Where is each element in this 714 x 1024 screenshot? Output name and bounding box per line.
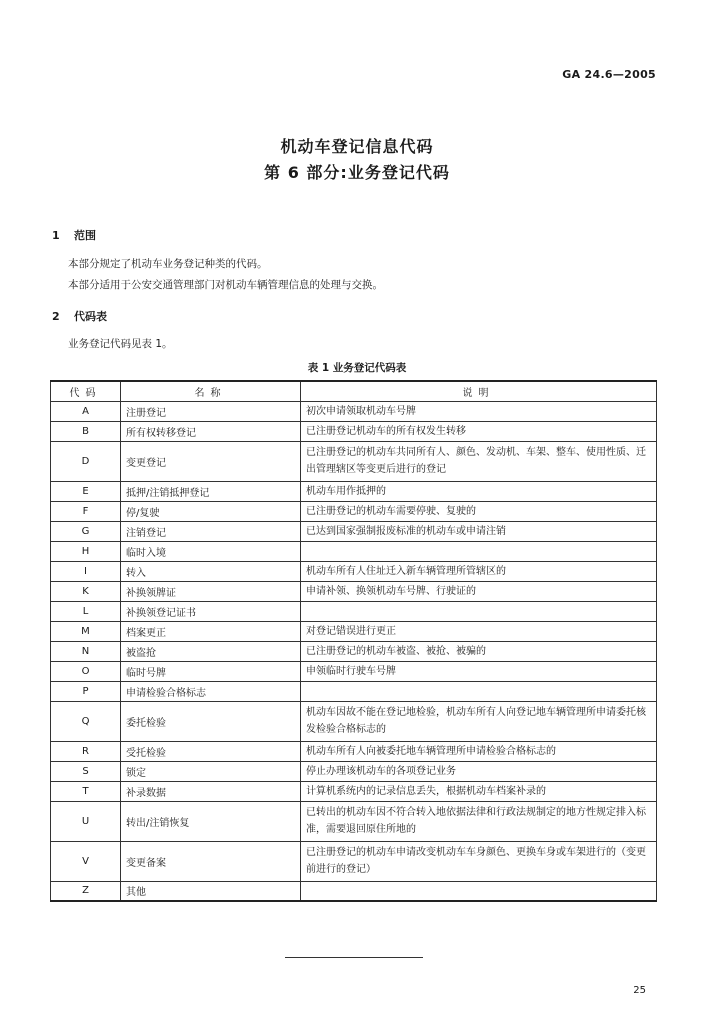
table-row bbox=[51, 541, 657, 561]
cell-description: 计算机系统内的记录信息丢失，根据机动车档案补录的 bbox=[301, 781, 657, 801]
table-row bbox=[51, 441, 657, 481]
cell-name: 注册登记 bbox=[121, 401, 301, 421]
cell-name: 锁定 bbox=[121, 761, 301, 781]
column-header-description: 说明 bbox=[301, 381, 657, 401]
cell-description: 机动车所有人向被委托地车辆管理所申请检验合格标志的 bbox=[301, 741, 657, 761]
cell-code: G bbox=[51, 521, 121, 541]
cell-description bbox=[301, 681, 657, 701]
cell-code: N bbox=[51, 641, 121, 661]
document-title: 机动车登记信息代码 bbox=[280, 137, 434, 156]
cell-description: 已注册登记的机动车被盗、被抢、被骗的 bbox=[301, 641, 657, 661]
cell-code: L bbox=[51, 601, 121, 621]
section-heading-scope bbox=[52, 227, 96, 243]
cell-description: 已注册登记的机动车申请改变机动车车身颜色、更换车身或车架进行的（变更前进行的登记） bbox=[301, 841, 657, 881]
table-row bbox=[51, 781, 657, 801]
table-row bbox=[51, 841, 657, 881]
document-subtitle: 第 6 部分:业务登记代码 bbox=[264, 163, 450, 182]
table-row bbox=[51, 761, 657, 781]
paragraph: 业务登记代码见表 1。 bbox=[68, 338, 173, 350]
cell-description: 机动车因故不能在登记地检验，机动车所有人向登记地车辆管理所申请委托核发检验合格标志的 bbox=[301, 701, 657, 741]
column-header-name: 名称 bbox=[121, 381, 301, 401]
cell-description bbox=[301, 541, 657, 561]
table-row bbox=[51, 801, 657, 841]
table-row bbox=[51, 401, 657, 421]
cell-name: 其他 bbox=[121, 881, 301, 901]
cell-code: S bbox=[51, 761, 121, 781]
table-row bbox=[51, 881, 657, 901]
cell-code: E bbox=[51, 481, 121, 501]
table-row bbox=[51, 701, 657, 741]
cell-name: 委托检验 bbox=[121, 701, 301, 741]
cell-name: 档案更正 bbox=[121, 621, 301, 641]
cell-name: 申请检验合格标志 bbox=[121, 681, 301, 701]
table-caption: 表 1 业务登记代码表 bbox=[307, 362, 407, 374]
section-title: 范围 bbox=[74, 229, 96, 242]
cell-name: 临时号牌 bbox=[121, 661, 301, 681]
cell-name: 补录数据 bbox=[121, 781, 301, 801]
cell-code: K bbox=[51, 581, 121, 601]
cell-code: Z bbox=[51, 881, 121, 901]
cell-code: V bbox=[51, 841, 121, 881]
cell-code: I bbox=[51, 561, 121, 581]
table-row bbox=[51, 501, 657, 521]
cell-description: 已达到国家强制报废标准的机动车或申请注销 bbox=[301, 521, 657, 541]
cell-description: 已转出的机动车因不符合转入地依据法律和行政法规制定的地方性规定排入标准，需要退回原住所地的 bbox=[301, 801, 657, 841]
cell-name: 临时入境 bbox=[121, 541, 301, 561]
cell-code: M bbox=[51, 621, 121, 641]
cell-code: B bbox=[51, 421, 121, 441]
cell-code: D bbox=[51, 441, 121, 481]
cell-name: 变更备案 bbox=[121, 841, 301, 881]
table-row bbox=[51, 581, 657, 601]
cell-code: Q bbox=[51, 701, 121, 741]
cell-name: 所有权转移登记 bbox=[121, 421, 301, 441]
cell-name: 受托检验 bbox=[121, 741, 301, 761]
cell-description: 机动车所有人住址迁入新车辆管理所管辖区的 bbox=[301, 561, 657, 581]
section-heading-code-table bbox=[52, 308, 107, 324]
table-row bbox=[51, 621, 657, 641]
table-row bbox=[51, 641, 657, 661]
cell-name: 补换领牌证 bbox=[121, 581, 301, 601]
column-header-code: 代码 bbox=[51, 381, 121, 401]
table-row bbox=[51, 661, 657, 681]
cell-code: O bbox=[51, 661, 121, 681]
paragraph: 本部分规定了机动车业务登记种类的代码。 bbox=[68, 258, 268, 270]
cell-description: 已注册登记机动车的所有权发生转移 bbox=[301, 421, 657, 441]
cell-description: 已注册登记的机动车共同所有人、颜色、发动机、车架、整车、使用性质、迁出管理辖区等变更后进行的登记 bbox=[301, 441, 657, 481]
cell-name: 变更登记 bbox=[121, 441, 301, 481]
cell-code: H bbox=[51, 541, 121, 561]
table-row bbox=[51, 481, 657, 501]
cell-code: R bbox=[51, 741, 121, 761]
paragraph: 本部分适用于公安交通管理部门对机动车辆管理信息的处理与交换。 bbox=[68, 279, 383, 291]
cell-description: 已注册登记的机动车需要停驶、复驶的 bbox=[301, 501, 657, 521]
cell-description: 初次申请领取机动车号牌 bbox=[301, 401, 657, 421]
cell-name: 注销登记 bbox=[121, 521, 301, 541]
cell-code: P bbox=[51, 681, 121, 701]
page-number: 25 bbox=[633, 985, 646, 996]
cell-description: 申领临时行驶车号牌 bbox=[301, 661, 657, 681]
cell-description: 停止办理该机动车的各项登记业务 bbox=[301, 761, 657, 781]
business-code-table bbox=[50, 380, 657, 902]
table-row bbox=[51, 681, 657, 701]
table-header-row bbox=[51, 381, 657, 401]
cell-name: 补换领登记证书 bbox=[121, 601, 301, 621]
cell-code: U bbox=[51, 801, 121, 841]
cell-name: 抵押/注销抵押登记 bbox=[121, 481, 301, 501]
section-number: 1 bbox=[52, 229, 60, 242]
footnote-rule bbox=[285, 957, 423, 958]
cell-description: 申请补领、换领机动车号牌、行驶证的 bbox=[301, 581, 657, 601]
cell-name: 停/复驶 bbox=[121, 501, 301, 521]
section-number: 2 bbox=[52, 310, 60, 323]
cell-description: 对登记错误进行更正 bbox=[301, 621, 657, 641]
standard-number: GA 24.6—2005 bbox=[562, 68, 656, 81]
table-row bbox=[51, 561, 657, 581]
cell-name: 被盗抢 bbox=[121, 641, 301, 661]
cell-name: 转入 bbox=[121, 561, 301, 581]
cell-code: A bbox=[51, 401, 121, 421]
cell-code: T bbox=[51, 781, 121, 801]
section-title: 代码表 bbox=[74, 310, 107, 323]
cell-description: 机动车用作抵押的 bbox=[301, 481, 657, 501]
cell-code: F bbox=[51, 501, 121, 521]
table-row bbox=[51, 741, 657, 761]
cell-name: 转出/注销恢复 bbox=[121, 801, 301, 841]
table-row bbox=[51, 601, 657, 621]
table-row bbox=[51, 421, 657, 441]
cell-description bbox=[301, 601, 657, 621]
cell-description bbox=[301, 881, 657, 901]
table-row bbox=[51, 521, 657, 541]
